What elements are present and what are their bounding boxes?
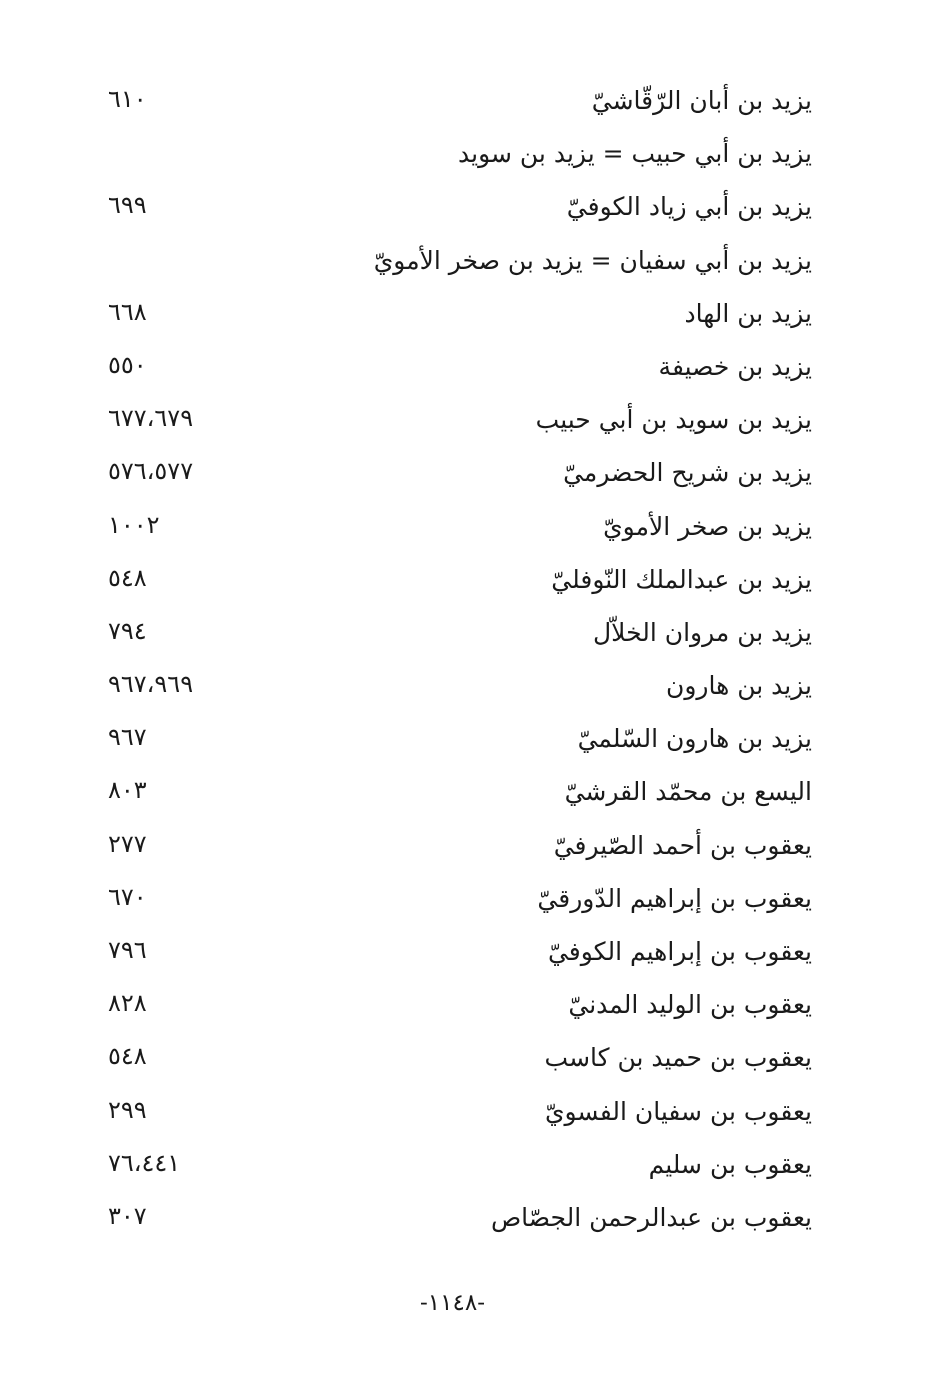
entry-name: يزيد بن عبدالملك النّوفليّ [551,564,812,594]
entry-name: يعقوب بن عبدالرحمن الجصّاص [490,1202,812,1232]
entry-name: يزيد بن أبي سفيان = يزيد بن صخر الأمويّ [373,245,812,275]
index-entry [100,1138,812,1191]
index-entry [100,234,812,287]
index-entry [100,659,812,712]
index-entry [100,712,812,765]
entry-page-refs: ٧٩٤ [108,616,147,645]
index-entry [100,74,812,127]
entry-page-refs: ٦٧٧،٦٧٩ [108,404,194,433]
entry-name: يعقوب بن حميد بن كاسب [544,1043,812,1073]
entry-name: يزيد بن صخر الأمويّ [603,511,812,541]
entry-page-refs: ٥٤٨ [108,1042,147,1071]
index-entry [100,1031,812,1084]
entry-name: يعقوب بن الوليد المدنيّ [568,990,812,1020]
index-entry [100,446,812,499]
page-number: -١١٤٨- [420,1290,485,1316]
entry-page-refs: ١٠٠٢ [108,510,160,539]
index-entry [100,340,812,393]
index-entries-list [100,74,812,1244]
entry-name: يزيد بن أبان الرّقّاشيّ [591,86,812,115]
entry-page-refs: ٥٧٦،٥٧٧ [108,457,194,486]
index-entry [100,606,812,659]
index-entry [100,500,812,553]
index-entry [100,872,812,925]
entry-name: يزيد بن شريح الحضرميّ [563,458,812,488]
entry-page-refs: ٩٦٧ [108,723,147,752]
index-entry [100,553,812,606]
entry-name: يزيد بن هارون السّلميّ [577,724,812,754]
index-entry [100,1191,812,1244]
index-entry [100,287,812,340]
entry-name: يعقوب بن إبراهيم الكوفيّ [547,937,812,966]
entry-name: يعقوب بن سفيان الفسويّ [544,1096,812,1126]
entry-name: اليسع بن محمّد القرشيّ [564,777,812,807]
entry-page-refs: ٨٢٨ [108,989,147,1018]
index-entry [100,925,812,978]
entry-name: يزيد بن مروان الخلاّل [592,617,812,647]
entry-page-refs: ٦٦٨ [108,297,147,326]
entry-page-refs: ٥٤٨ [108,563,147,592]
entry-page-refs: ٢٩٩ [108,1095,147,1124]
entry-name: يزيد بن أبي زياد الكوفيّ [566,192,812,222]
entry-name: يعقوب بن سليم [648,1149,812,1179]
entry-name: يزيد بن سويد بن أبي حبيب [535,405,812,435]
index-entry [100,180,812,233]
entry-name: يزيد بن خصيفة [658,351,812,381]
index-entry [100,393,812,446]
index-entry [100,765,812,818]
entry-page-refs: ٧٦،٤٤١ [108,1148,181,1177]
entry-name: يزيد بن أبي حبيب = يزيد بن سويد [458,139,812,169]
entry-page-refs: ٨٠٣ [108,776,147,805]
entry-page-refs: ٦١٠ [108,85,147,113]
index-entry [100,978,812,1031]
entry-name: يزيد بن هارون [665,671,812,701]
entry-name: يزيد بن الهاد [684,298,812,328]
entry-page-refs: ٦٩٩ [108,191,147,220]
entry-page-refs: ٩٦٧،٩٦٩ [108,670,194,699]
index-entry [100,127,812,180]
index-entry [100,1085,812,1138]
entry-page-refs: ٧٩٦ [108,936,147,964]
entry-page-refs: ٦٧٠ [108,882,147,911]
entry-name: يعقوب بن إبراهيم الدّورقيّ [537,883,812,913]
entry-name: يعقوب بن أحمد الصّيرفيّ [553,830,812,860]
entry-page-refs: ٥٥٠ [108,350,147,379]
index-entry [100,819,812,872]
entry-page-refs: ٣٠٧ [108,1201,147,1230]
entry-page-refs: ٢٧٧ [108,829,147,858]
